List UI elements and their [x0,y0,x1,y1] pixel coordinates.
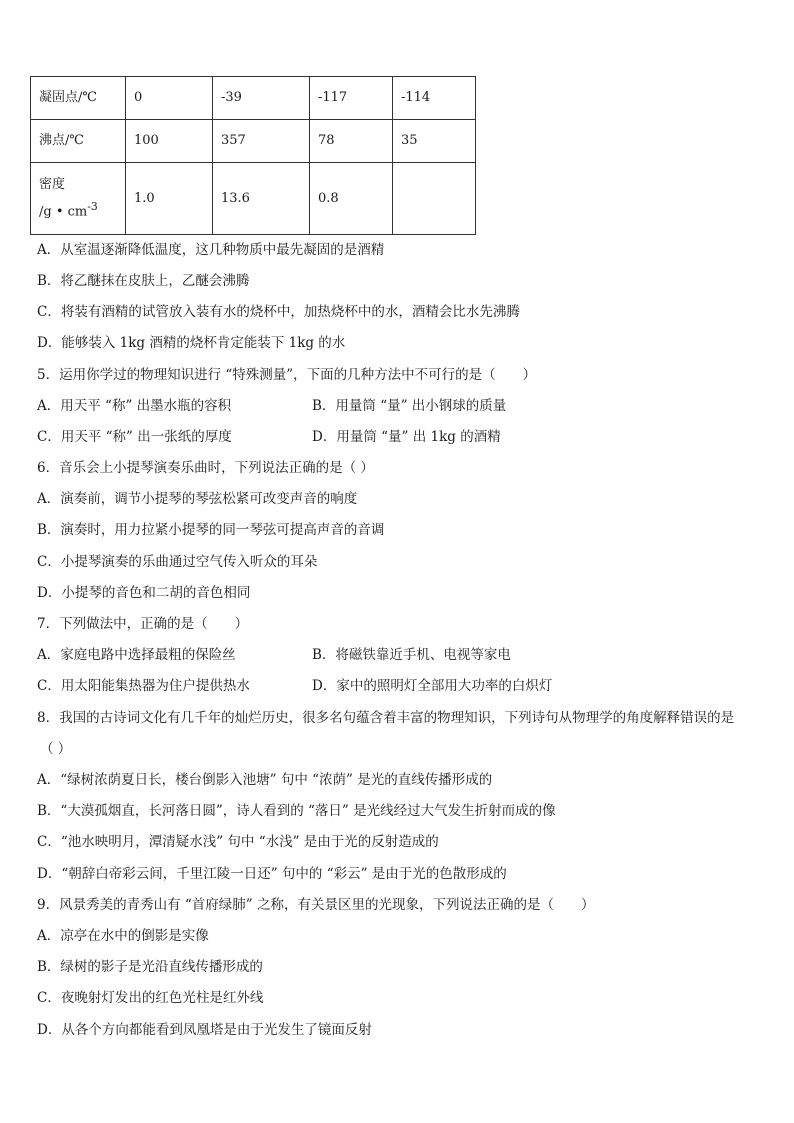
row-label-freezing-point: 凝固点/℃ [31,77,126,120]
q7-option-b: B．将磁铁靠近手机、电视等家电 [312,647,511,663]
q5-option-c: C．用天平 “称” 出一张纸的厚度 [37,429,232,445]
table-cell: -114 [393,77,476,120]
table-cell: 100 [126,120,213,163]
table-row [31,163,476,235]
table-cell: 0.8 [310,163,393,235]
q6-stem: 6．音乐会上小提琴演奏乐曲时，下列说法正确的是（ ） [37,460,374,476]
density-label-line2 [39,196,125,223]
q4-option-a: A．从室温逐渐降低温度，这几种物质中最先凝固的是酒精 [37,242,385,258]
table-cell: 35 [393,120,476,163]
q8-option-c: C．“池水映明月，潭清疑水浅” 句中 “水浅” 是由于光的反射造成的 [37,834,439,850]
q5-stem: 5．运用你学过的物理知识进行 “特殊测量”，下面的几种方法中不可行的是（ ） [37,367,537,383]
q8-option-a: A．“绿树浓荫夏日长，楼台倒影入池塘” 句中 “浓荫” 是光的直线传播形成的 [37,772,493,788]
q5-option-b: B．用量筒 “量” 出小钢球的质量 [312,398,507,414]
density-unit: /g • cm [39,204,88,220]
density-unit-exponent: -3 [87,199,98,213]
q7-option-a: A．家庭电路中选择最粗的保险丝 [37,647,236,663]
q5-option-a: A．用天平 “称” 出墨水瓶的容积 [37,398,232,414]
table-cell: 78 [310,120,393,163]
table-cell: 0 [126,77,213,120]
q7-option-c: C．用太阳能集热器为住户提供热水 [37,678,250,694]
q9-option-d: D．从各个方向都能看到凤凰塔是由于光发生了镜面反射 [37,1022,372,1038]
q9-option-c: C．夜晚射灯发出的红色光柱是红外线 [37,990,264,1006]
table-row [31,77,476,120]
table-row [31,120,476,163]
q4-option-b: B．将乙醚抹在皮肤上，乙醚会沸腾 [37,273,250,289]
q8-answer-bracket: （ ） [40,741,72,757]
row-label-boiling-point: 沸点/℃ [31,120,126,163]
q6-option-b: B．演奏时，用力拉紧小提琴的同一琴弦可提高声音的音调 [37,522,385,538]
q9-option-a: A．凉亭在水中的倒影是实像 [37,928,209,944]
table-cell: 13.6 [213,163,310,235]
table-cell: -39 [213,77,310,120]
q4-option-c: C．将装有酒精的试管放入装有水的烧杯中，加热烧杯中的水，酒精会比水先沸腾 [37,304,520,320]
q7-stem: 7．下列做法中，正确的是（ ） [37,616,249,632]
q6-option-a: A．演奏前，调节小提琴的琴弦松紧可改变声音的响度 [37,491,358,507]
q8-option-b: B．“大漠孤烟直，长河落日圆”，诗人看到的 “落日” 是光线经过大气发生折射而成的像 [37,803,556,819]
density-label-line1: 密度 [39,176,66,192]
q6-option-c: C．小提琴演奏的乐曲通过空气传入听众的耳朵 [37,554,318,570]
table-cell: -117 [310,77,393,120]
q9-stem: 9．风景秀美的青秀山有 “首府绿肺” 之称，有关景区里的光现象，下列说法正确的是（ ） [37,897,595,913]
q5-option-d: D．用量筒 “量” 出 1kg 的酒精 [312,429,501,445]
q4-option-d: D．能够装入 1kg 酒精的烧杯肯定能装下 1kg 的水 [37,335,346,351]
row-label-density [31,163,126,235]
q9-option-b: B．绿树的影子是光沿直线传播形成的 [37,959,263,975]
table-cell: 357 [213,120,310,163]
q6-option-d: D．小提琴的音色和二胡的音色相同 [37,585,251,601]
table-cell [393,163,476,235]
q8-option-d: D．“朝辞白帝彩云间，千里江陵一日还” 句中的 “彩云” 是由于光的色散形成的 [37,866,507,882]
table-cell: 1.0 [126,163,213,235]
substance-properties-table [30,76,476,235]
q7-option-d: D．家中的照明灯全部用大功率的白炽灯 [312,678,553,694]
q8-stem: 8．我国的古诗词文化有几千年的灿烂历史，很多名句蕴含着丰富的物理知识，下列诗句从物理学的角度解释错误的是 [37,710,735,726]
